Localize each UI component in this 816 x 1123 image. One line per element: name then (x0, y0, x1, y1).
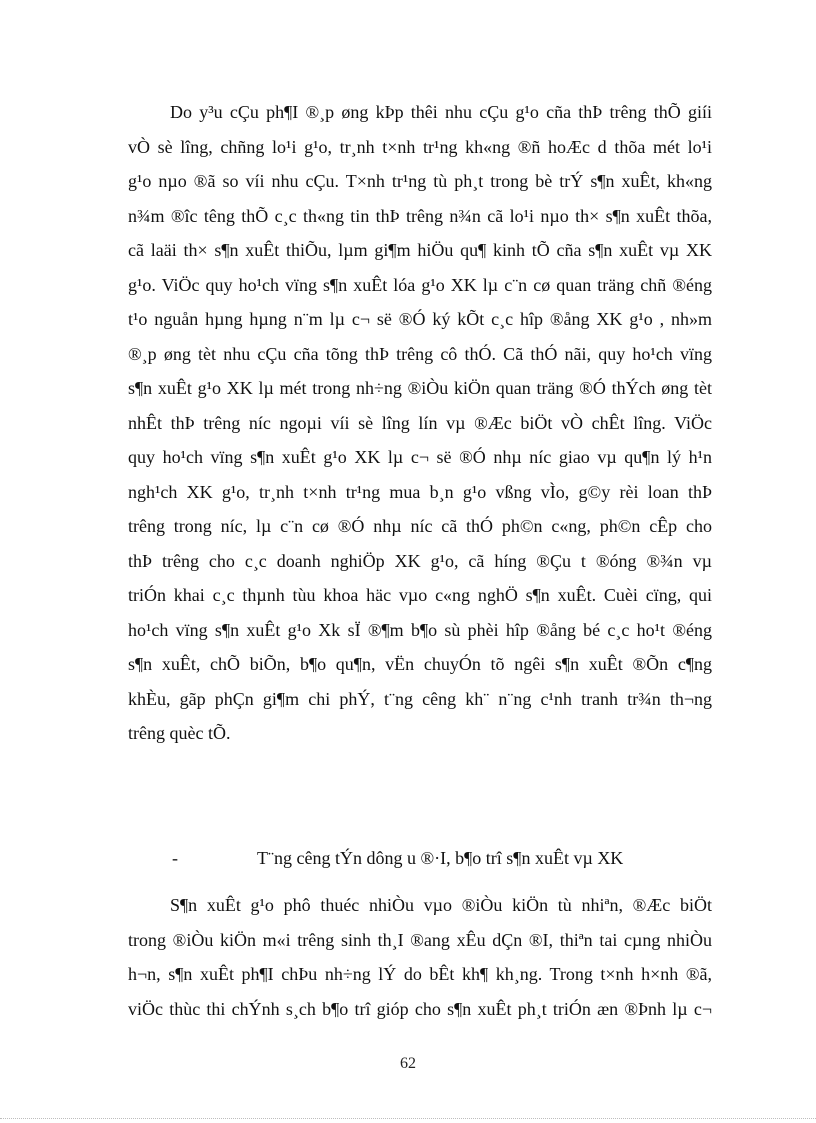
paragraph-1-line: ngh¹ch XK g¹o, tr¸nh t×nh tr¹ng mua b¸n g¹o vßng vÌo, g©y rèi loan thÞ (128, 481, 712, 502)
page-number: 62 (400, 1055, 416, 1072)
paragraph-2-line: S¶n xuÊt g¹o phô thuéc nhiÒu vµo ®iÒu kiÖn tù nhiªn, ®Æc biÖt (170, 895, 712, 915)
paragraph-2-line: trong ®iÒu kiÖn m«i trêng sinh th¸I ®ang xÊu dÇn ®I, thiªn tai cµng nhiÒu (128, 929, 712, 950)
paragraph-1-line: s¶n xuÊt, chÕ biÕn, b¶o qu¶n, vËn chuyÓn tõ ngêi s¶n xuÊt ®Õn c¶ng (128, 654, 712, 674)
paragraph-1-line: nhÊt thÞ trêng níc ngoµi víi sè lîng lín vµ ®Æc biÖt vÒ chÊt lîng. ViÖc (128, 412, 712, 433)
paragraph-1-line: t¹o nguån hµng hµng n¨m lµ c¬ së ®Ó ký kÕt c¸c hîp ®ång XK g¹o , nh»m (128, 309, 712, 329)
paragraph-1-line: g¹o. ViÖc quy ho¹ch vïng s¶n xuÊt lóa g¹o XK lµ c¨n cø quan träng chñ ®éng (128, 274, 712, 295)
paragraph-1-line: s¶n xuÊt g¹o XK lµ mét trong nh÷ng ®iÒu kiÖn quan träng ®Ó thÝch øng tèt (128, 378, 712, 398)
paragraph-1-line: khÈu, gãp phÇn gi¶m chi phÝ, t¨ng cêng kh¨ n¨ng c¹nh tranh tr¾n th¬ng (128, 688, 712, 709)
paragraph-2-line: h¬n, s¶n xuÊt ph¶I chÞu nh÷ng lÝ do bÊt kh¶ kh¸ng. Trong t×nh h×nh ®ã, (128, 964, 712, 984)
paragraph-1-line: quy ho¹ch vïng s¶n xuÊt g¹o XK lµ c¬ së ®Ó nhµ níc giao vµ qu¶n lý h¹n (128, 447, 712, 467)
paragraph-1-line: thÞ trêng cho c¸c doanh nghiÖp XK g¹o, cã híng ®Çu t ®óng ®¾n vµ (128, 550, 712, 571)
paragraph-1-line: cã laäi th× s¶n xuÊt thiÕu, lµm gi¶m hiÖu qu¶ kinh tÕ cña s¶n xuÊt vµ XK (128, 240, 712, 260)
paragraph-1-line: trêng quèc tÕ. (128, 723, 231, 743)
paragraph-1-line: g¹o nµo ®ã so víi nhu cÇu. T×nh tr¹ng tù ph¸t trong bè trÝ s¶n xuÊt, kh«ng (128, 171, 712, 191)
paragraph-2-line: viÖc thùc thi chÝnh s¸ch b¶o trî gióp cho s¶n xuÊt ph¸t triÓn æn ®Þnh lµ c¬ (128, 998, 712, 1019)
paragraph-1-line: ®¸p øng tèt nhu cÇu cña tõng thÞ trêng cô thÓ. Cã thÓ nãi, quy ho¹ch vïng (128, 343, 712, 364)
paragraph-1-line: triÓn khai c¸c thµnh tùu khoa häc vµo c«ng nghÖ s¶n xuÊt. Cuèi cïng, qui (128, 585, 712, 605)
heading-text: T¨ng cêng tÝn dông u ®·I, b¶o trî s¶n xuÊt vµ XK (257, 848, 624, 868)
paragraph-1-line: ho¹ch vïng s¶n xuÊt g¹o Xk sÏ ®¶m b¶o sù phèi hîp ®ång bé c¸c ho¹t ®éng (128, 619, 712, 640)
paragraph-1-line: trêng trong níc, lµ c¨n cø ®Ó nhµ níc cã thÓ ph©n c«ng, ph©n cÊp cho (128, 516, 712, 536)
heading-bullet: - (172, 848, 178, 868)
paragraph-1-line: vÒ sè lîng, chñng lo¹i g¹o, tr¸nh t×nh tr¹ng kh«ng ®ñ hoÆc d thõa mét lo¹i (128, 136, 712, 157)
paragraph-1-line: Do y³u cÇu ph¶I ®¸p øng kÞp thêi nhu cÇu g¹o cña thÞ trêng thÕ giíi (170, 102, 712, 122)
paragraph-1-line: n¾m ®îc têng thÕ c¸c th«ng tin thÞ trêng n¾n cã lo¹i nµo th× s¶n xuÊt thõa, (128, 205, 712, 226)
page-bottom-rule (0, 1118, 816, 1119)
